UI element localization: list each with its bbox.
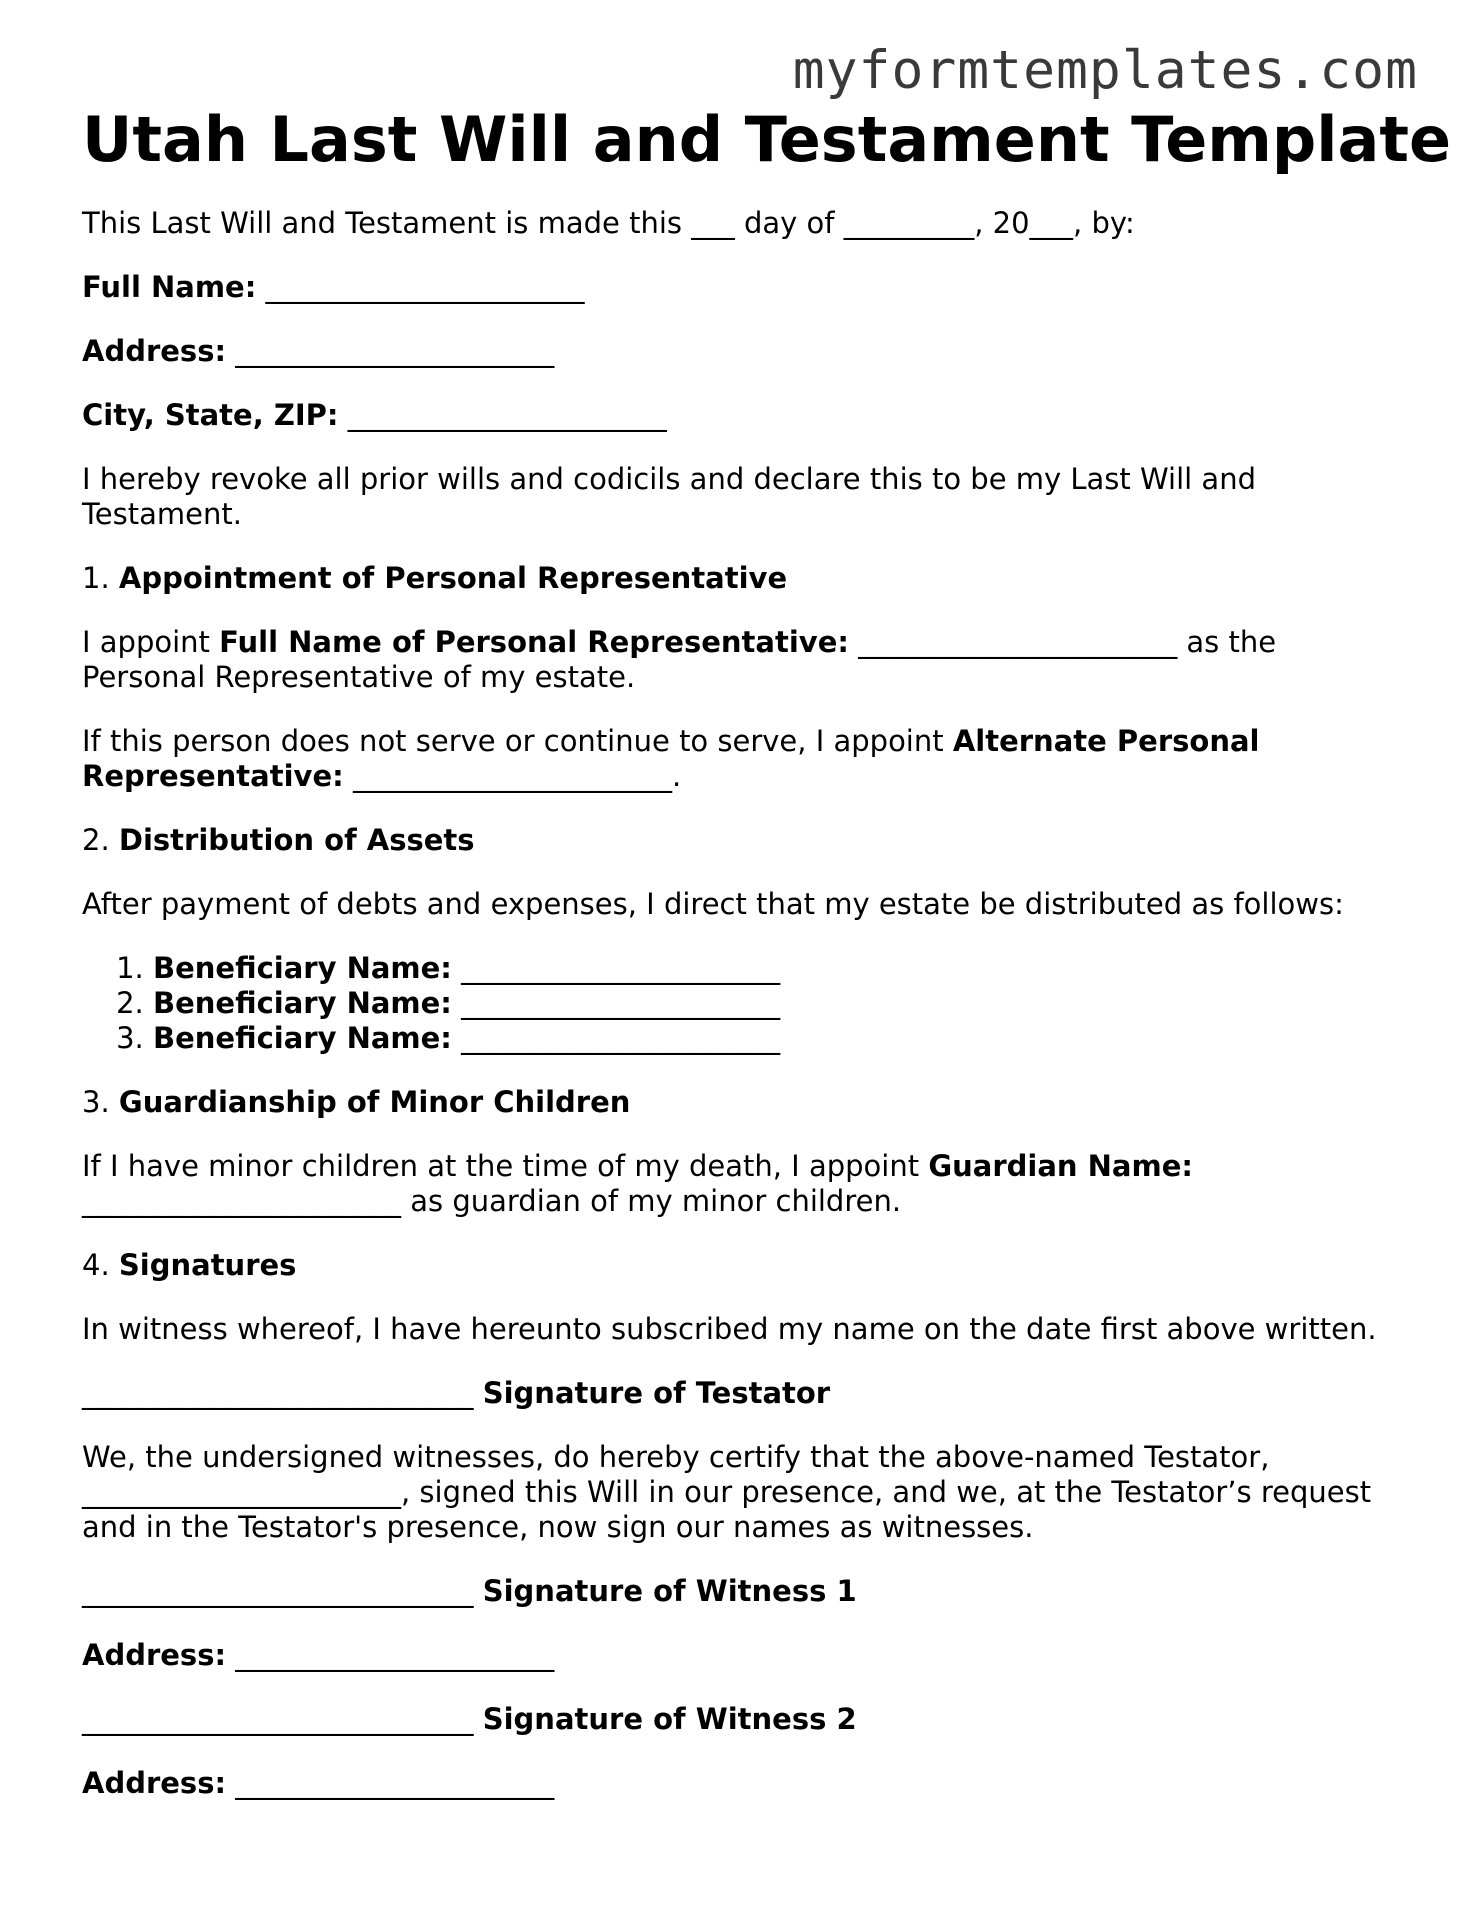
testator-signature-blank: ___________________________ <box>82 1376 474 1410</box>
beneficiary-item <box>153 1021 1402 1056</box>
beneficiary-label: Beneficiary Name: <box>153 1021 452 1055</box>
site-watermark: myformtemplates.com <box>792 40 1418 101</box>
address-blank: ______________________ <box>235 334 555 368</box>
section-1-title: Appointment of Personal Representative <box>118 561 788 595</box>
certify-testator-blank: ______________________ <box>82 1475 401 1509</box>
witness-2-address-blank: ______________________ <box>235 1766 555 1800</box>
city-state-zip-line <box>82 398 1402 433</box>
guardian-label: Guardian Name: <box>928 1149 1193 1183</box>
certify-prefix: We, the undersigned witnesses, do hereby certify that the above-named Testator, <box>82 1440 1270 1474</box>
beneficiary-item <box>153 986 1402 1021</box>
address-label: Address: <box>82 334 227 368</box>
section-2-title: Distribution of Assets <box>118 823 475 857</box>
section-4-number: 4. <box>82 1248 110 1282</box>
in-witness-paragraph: In witness whereof, I have hereunto subscribed my name on the date first above written. <box>82 1312 1377 1346</box>
witness-1-address-line <box>82 1638 1402 1673</box>
personal-representative-paragraph <box>82 625 1402 695</box>
testator-signature-label: Signature of Testator <box>482 1376 831 1410</box>
city-state-zip-blank: ______________________ <box>347 398 667 432</box>
address-line <box>82 334 1402 369</box>
witness-1-signature-label: Signature of Witness 1 <box>482 1574 857 1608</box>
witness-2-signature-line <box>82 1702 1402 1737</box>
alternate-representative-blank: ______________________ <box>352 759 672 793</box>
witness-certification-paragraph <box>82 1440 1402 1545</box>
full-name-label: Full Name: <box>82 270 257 304</box>
alternate-representative-paragraph <box>82 724 1402 794</box>
section-3-heading <box>82 1085 1402 1120</box>
appoint-prefix: I appoint <box>82 625 210 659</box>
full-name-line <box>82 270 1402 305</box>
witness-1-signature-line <box>82 1574 1402 1609</box>
section-4-title: Signatures <box>118 1248 297 1282</box>
distribution-paragraph: After payment of debts and expenses, I direct that my estate be distributed as follows: <box>82 887 1344 921</box>
guardian-prefix: If I have minor children at the time of my death, I appoint <box>82 1149 920 1183</box>
witness-2-signature-label: Signature of Witness 2 <box>482 1702 857 1736</box>
section-1-heading <box>82 561 1402 596</box>
witness-1-address-blank: ______________________ <box>235 1638 555 1672</box>
witness-1-signature-blank: ___________________________ <box>82 1574 474 1608</box>
beneficiary-blank: ______________________ <box>461 1021 781 1055</box>
appoint-suffix: as the Personal Representative of my estate. <box>82 625 1277 694</box>
revocation-paragraph: I hereby revoke all prior wills and codicils and declare this to be my Last Will and Testament. <box>82 462 1256 531</box>
alternate-prefix: If this person does not serve or continue to serve, I appoint <box>82 724 944 758</box>
guardian-suffix: as guardian of my minor children. <box>410 1184 902 1218</box>
document-title: Utah Last Will and Testament Template <box>82 103 1452 176</box>
section-2-number: 2. <box>82 823 110 857</box>
intro-line: This Last Will and Testament is made this ___ day of _________, 20___, by: <box>82 206 1135 240</box>
section-1-number: 1. <box>82 561 110 595</box>
witness-2-signature-blank: ___________________________ <box>82 1702 474 1736</box>
testator-signature-line <box>82 1376 1402 1411</box>
beneficiary-list <box>82 951 1402 1056</box>
section-3-title: Guardianship of Minor Children <box>118 1085 631 1119</box>
witness-2-address-line <box>82 1766 1402 1801</box>
document-body <box>82 206 1402 1830</box>
full-name-blank: ______________________ <box>265 270 585 304</box>
section-2-heading <box>82 823 1402 858</box>
witness-2-address-label: Address: <box>82 1766 227 1800</box>
beneficiary-blank: ______________________ <box>461 986 781 1020</box>
personal-representative-label: Full Name of Personal Representative: <box>219 625 849 659</box>
guardian-blank: ______________________ <box>82 1184 401 1218</box>
witness-1-address-label: Address: <box>82 1638 227 1672</box>
personal-representative-blank: ______________________ <box>858 625 1178 659</box>
section-4-heading <box>82 1248 1402 1283</box>
beneficiary-blank: ______________________ <box>461 951 781 985</box>
beneficiary-label: Beneficiary Name: <box>153 986 452 1020</box>
beneficiary-label: Beneficiary Name: <box>153 951 452 985</box>
city-state-zip-label: City, State, ZIP: <box>82 398 339 432</box>
section-3-number: 3. <box>82 1085 110 1119</box>
alternate-suffix: . <box>671 759 682 793</box>
certify-suffix: , signed this Will in our presence, and we, at the Testator’s request and in the Testator's presence, now sign our names as witnesses. <box>82 1475 1372 1544</box>
guardianship-paragraph <box>82 1149 1402 1219</box>
beneficiary-item <box>153 951 1402 986</box>
alternate-representative-label: Alternate Personal Representative: <box>82 724 1260 793</box>
